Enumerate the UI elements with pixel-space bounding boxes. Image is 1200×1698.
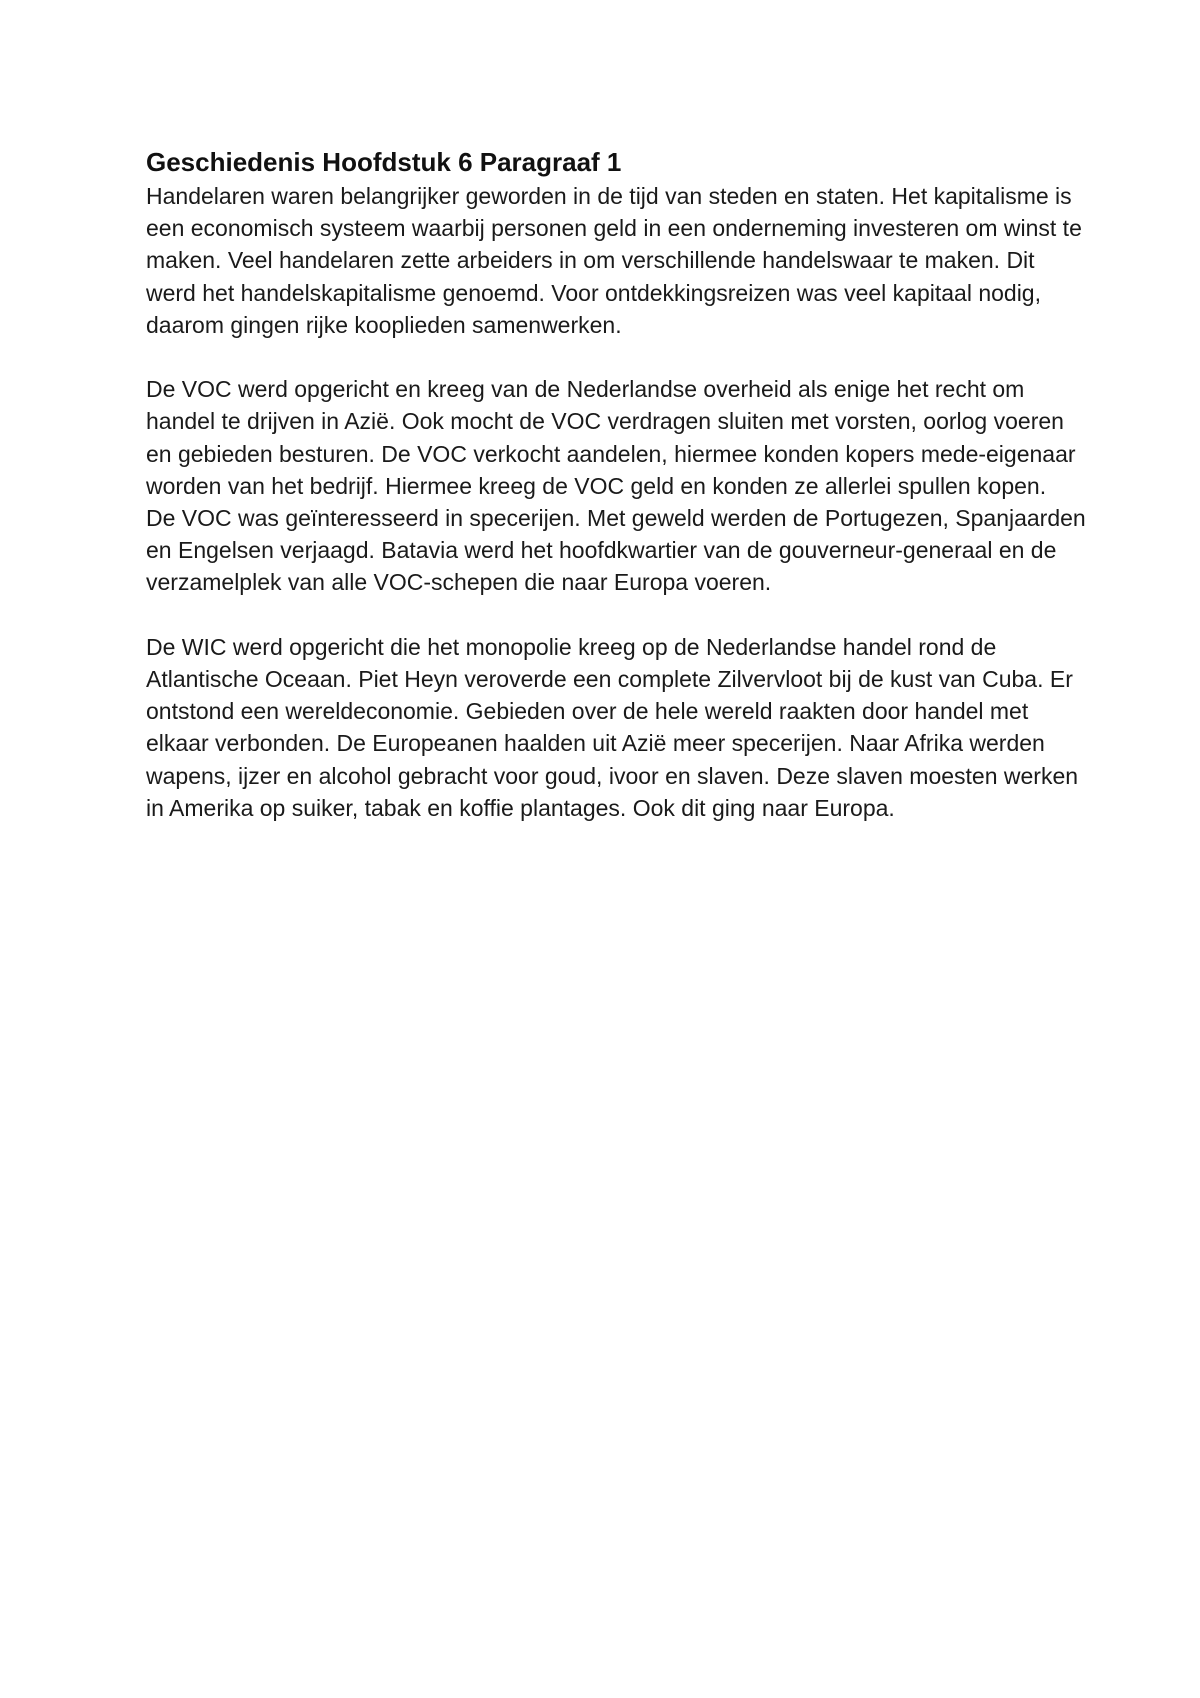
document-body	[146, 144, 1086, 824]
paragraph-voc-oprichting: De VOC werd opgericht en kreeg van de Nederlandse overheid als enige het recht om handel te drijven in Azië. Ook mocht de VOC verdragen sluiten met vorsten, oorlog voeren en gebieden besturen. De VOC verkocht aandelen, hiermee konden kopers mede-eigenaar worden van het bedrijf. Hiermee kreeg de VOC geld en konden ze allerlei spullen kopen.	[146, 376, 1076, 499]
paragraph-gap	[146, 341, 1086, 373]
paragraph-gap	[146, 599, 1086, 631]
paragraph-kapitalisme: Handelaren waren belangrijker geworden in de tijd van steden en staten. Het kapitalisme is een economisch systeem waarbij personen geld in een onderneming investeren om winst te maken. Veel handelaren zette arbeiders in om verschillende handelswaar te maken. Dit werd het handelskapitalisme genoemd. Voor ontdekkingsreizen was veel kapitaal nodig, daarom gingen rijke kooplieden samenwerken.	[146, 183, 1082, 338]
paragraph-voc-specerijen: De VOC was geïnteresseerd in specerijen. Met geweld werden de Portugezen, Spanjaarden en Engelsen verjaagd. Batavia werd het hoofdkwartier van de gouverneur-generaal en de verzamelplek van alle VOC-schepen die naar Europa voeren.	[146, 505, 1086, 596]
paragraph-wic: De WIC werd opgericht die het monopolie kreeg op de Nederlandse handel rond de Atlantische Oceaan. Piet Heyn veroverde een complete Zilvervloot bij de kust van Cuba. Er ontstond een wereldeconomie. Gebieden over de hele wereld raakten door handel met elkaar verbonden. De Europeanen haalden uit Azië meer specerijen. Naar Afrika werden wapens, ijzer en alcohol gebracht voor goud, ivoor en slaven. Deze slaven moesten werken in Amerika op suiker, tabak en koffie plantages. Ook dit ging naar Europa.	[146, 633, 1079, 821]
document-title: Geschiedenis Hoofdstuk 6 Paragraaf 1	[146, 147, 622, 177]
